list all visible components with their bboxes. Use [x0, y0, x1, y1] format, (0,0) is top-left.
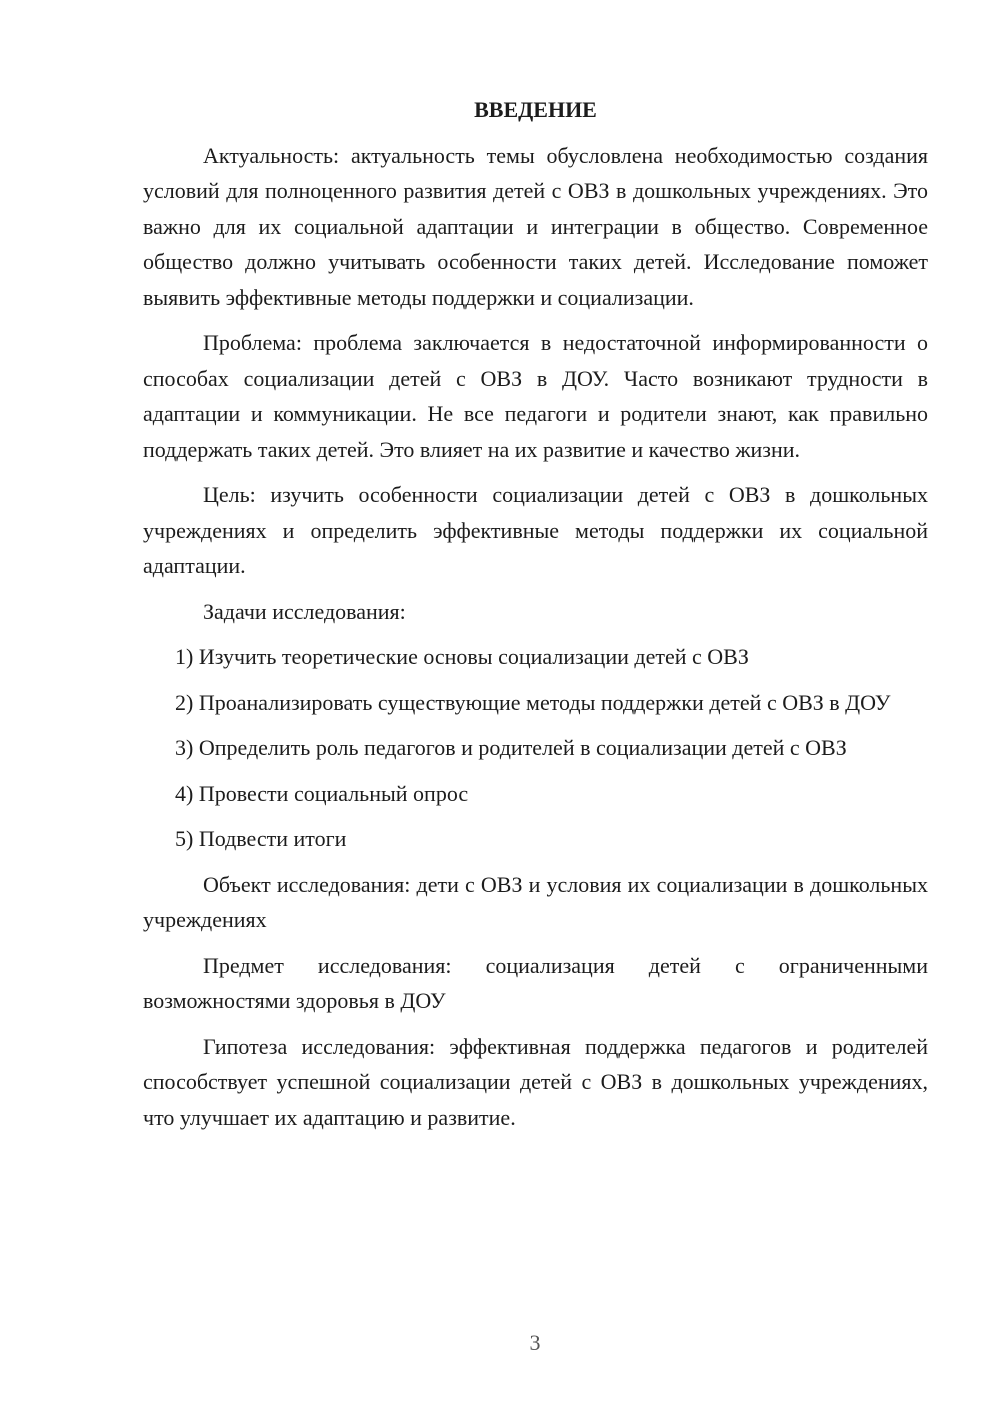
document-page	[143, 92, 928, 1135]
page-number: 3	[529, 1330, 541, 1355]
task-item-2: 2) Проанализировать существующие методы поддержки детей с ОВЗ в ДОУ	[175, 689, 891, 715]
task-item-4: 4) Провести социальный опрос	[175, 780, 469, 806]
tasks-heading: Задачи исследования:	[203, 598, 406, 624]
paragraph-goal: Цель: изучить особенности социализации детей с ОВЗ в дошкольных учреждениях и определить эффективные методы поддержки их социальной адаптации.	[143, 482, 928, 578]
paragraph-object: Объект исследования: дети с ОВЗ и условия их социализации в дошкольных учреждениях	[143, 871, 928, 932]
paragraph-subject: Предмет исследования: социализация детей с ограниченными возможностями здоровья в ДОУ	[143, 952, 928, 1013]
task-item-1: 1) Изучить теоретические основы социализации детей с ОВЗ	[175, 644, 749, 669]
section-title: ВВЕДЕНИЕ	[474, 97, 597, 122]
task-item-5: 5) Подвести итоги	[175, 826, 347, 851]
task-item-3: 3) Определить роль педагогов и родителей в социализации детей с ОВЗ	[175, 735, 847, 760]
paragraph-hypothesis: Гипотеза исследования: эффективная поддержка педагогов и родителей способствует успешной социализации детей с ОВЗ в дошкольных учреждениях, что улучшает их адаптацию и развитие.	[143, 1033, 928, 1130]
paragraph-relevance: Актуальность: актуальность темы обусловлена необходимостью создания условий для полноценного развития детей с ОВЗ в дошкольных учреждениях. Это важно для их социальной адаптации и интеграции в общество. Современное общество должно учитывать особенности таких детей. Исследование поможет выявить эффективные методы поддержки и социализации.	[143, 142, 928, 310]
paragraph-problem: Проблема: проблема заключается в недостаточной информированности о способах социализации детей с ОВЗ в ДОУ. Часто возникают трудности в адаптации и коммуникации. Не все педагоги и родители знают, как правильно поддержать таких детей. Это влияет на их развитие и качество жизни.	[143, 330, 928, 462]
